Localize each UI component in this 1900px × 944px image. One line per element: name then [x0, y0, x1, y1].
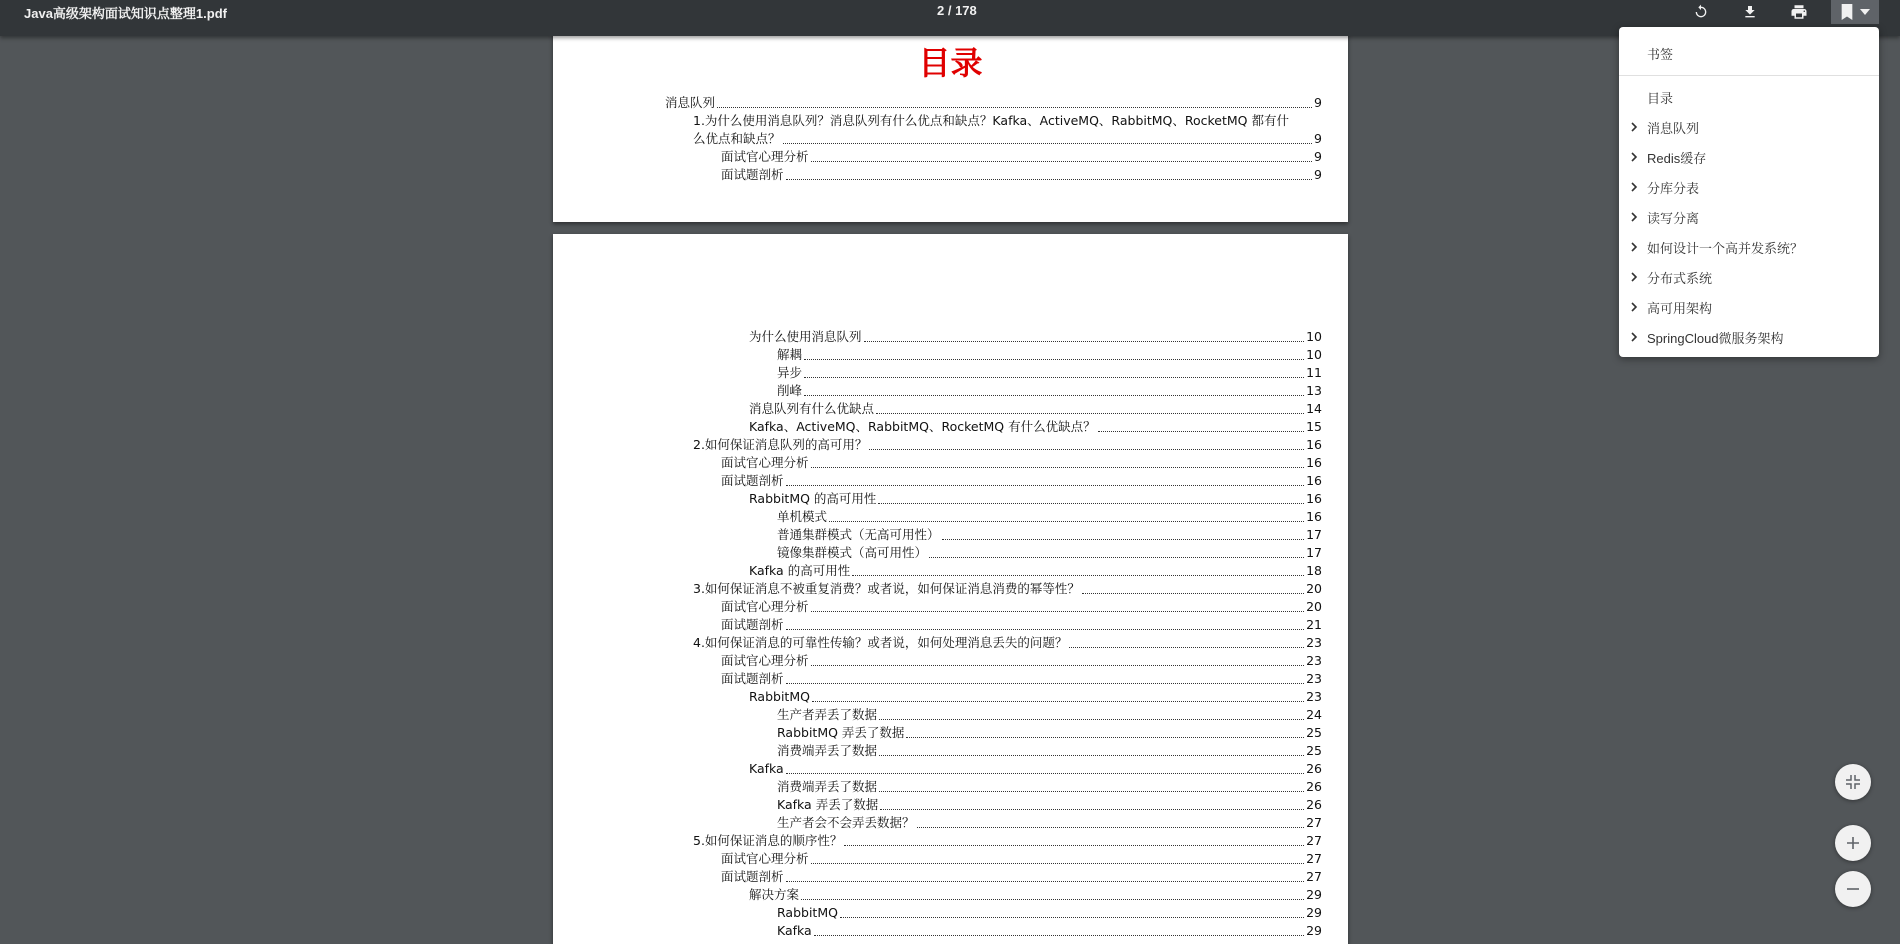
bookmark-label: 读写分离 [1647, 210, 1700, 226]
leader-dots [869, 449, 1304, 450]
leader-dots [811, 665, 1305, 666]
leader-dots [876, 413, 1304, 414]
bookmark-item[interactable] [1619, 322, 1879, 352]
chevron-right-icon[interactable] [1629, 301, 1639, 313]
leader-dots [786, 773, 1304, 774]
toc-entry[interactable]: RabbitMQ 弄丢了数据 25 [777, 725, 1322, 740]
toc-entry[interactable]: 镜像集群模式（高可用性） 17 [777, 545, 1322, 560]
leader-dots [811, 161, 1313, 162]
toc-entry[interactable]: 面试题剖析 16 [721, 473, 1322, 488]
chevron-right-icon[interactable] [1629, 181, 1639, 193]
toc-entry[interactable]: 消费端弄丢了数据 25 [777, 743, 1322, 758]
chevron-right-icon[interactable] [1629, 121, 1639, 133]
bookmark-button[interactable] [1831, 0, 1879, 24]
leader-dots [878, 503, 1304, 504]
print-icon [1790, 3, 1808, 21]
toc-entry[interactable]: Kafka、ActiveMQ、RabbitMQ、RocketMQ 有什么优缺点？ 15 [749, 419, 1322, 434]
chevron-right-icon[interactable] [1629, 241, 1639, 253]
bookmark-label: 分布式系统 [1647, 270, 1713, 286]
leader-dots [786, 629, 1305, 630]
leader-dots [804, 359, 1304, 360]
leader-dots [840, 917, 1304, 918]
toc-entry[interactable]: 么优点和缺点？ 9 [693, 131, 1322, 146]
leader-dots [811, 467, 1305, 468]
caret-down-icon [1860, 9, 1870, 15]
leader-dots [804, 395, 1304, 396]
bookmark-label: 分库分表 [1647, 180, 1700, 196]
leader-dots [942, 539, 1305, 540]
chevron-right-icon[interactable] [1629, 211, 1639, 223]
toc-entry[interactable]: 面试题剖析 9 [721, 167, 1322, 182]
bookmark-item[interactable] [1619, 142, 1879, 172]
toc-entry[interactable]: 削峰 13 [777, 383, 1322, 398]
toc-entry[interactable]: 解耦 10 [777, 347, 1322, 362]
print-button[interactable] [1779, 0, 1819, 24]
leader-dots [1082, 593, 1304, 594]
bookmark-label: 消息队列 [1647, 120, 1700, 136]
bookmark-item[interactable] [1619, 232, 1879, 262]
toc-entry[interactable]: 生产者会不会弄丢数据？ 27 [777, 815, 1322, 830]
bookmark-item[interactable] [1619, 202, 1879, 232]
bookmark-label: SpringCloud微服务架构 [1647, 330, 1784, 346]
leader-dots [811, 863, 1305, 864]
bookmark-item[interactable] [1619, 82, 1879, 112]
leader-dots [879, 791, 1304, 792]
leader-dots [906, 737, 1304, 738]
toc-entry[interactable]: RabbitMQ 29 [777, 905, 1322, 920]
toc-entry[interactable]: 面试题剖析 23 [721, 671, 1322, 686]
pdf-page-1 [553, 36, 1348, 222]
rotate-icon [1693, 4, 1709, 20]
leader-dots [801, 899, 1304, 900]
leader-dots [917, 827, 1305, 828]
bookmark-item[interactable] [1619, 262, 1879, 292]
toc-entry[interactable]: 2.如何保证消息队列的高可用？ 16 [693, 437, 1322, 452]
download-button[interactable] [1730, 0, 1770, 24]
toc-entry[interactable]: Kafka 的高可用性 18 [749, 563, 1322, 578]
bookmarks-list [1619, 76, 1879, 352]
leader-dots [783, 143, 1313, 144]
toc-entry[interactable]: 面试官心理分析 23 [721, 653, 1322, 668]
toc-entry[interactable]: 面试官心理分析 20 [721, 599, 1322, 614]
toc-entry[interactable]: 单机模式 16 [777, 509, 1322, 524]
toc-entry[interactable]: 消息队列有什么优缺点 14 [749, 401, 1322, 416]
bookmarks-panel [1619, 27, 1879, 357]
fit-page-icon [1845, 774, 1861, 790]
bookmark-item[interactable] [1619, 292, 1879, 322]
bookmark-label: 目录 [1647, 90, 1674, 106]
document-viewer[interactable] [0, 36, 1900, 944]
toc-entry[interactable]: 3.如何保证消息不被重复消费？或者说，如何保证消息消费的幂等性？ 20 [693, 581, 1322, 596]
bookmarks-header: 书签 [1619, 27, 1879, 76]
toc-entry[interactable]: 5.如何保证消息的顺序性？ 27 [693, 833, 1322, 848]
minus-icon [1846, 882, 1860, 896]
fit-page-button[interactable] [1835, 764, 1871, 800]
toc-heading: 目录 [918, 44, 983, 82]
leader-dots [786, 179, 1313, 180]
bookmark-label: 如何设计一个高并发系统？ [1647, 240, 1804, 256]
leader-dots [786, 485, 1305, 486]
leader-dots [804, 377, 1304, 378]
toc-entry[interactable]: 面试题剖析 27 [721, 869, 1322, 884]
toc-entry[interactable]: 面试官心理分析 16 [721, 455, 1322, 470]
toc-entry[interactable]: 生产者弄丢了数据 24 [777, 707, 1322, 722]
leader-dots [811, 611, 1305, 612]
leader-dots [880, 809, 1304, 810]
toc-entry[interactable]: Kafka 弄丢了数据 26 [777, 797, 1322, 812]
bookmark-label: 高可用架构 [1647, 300, 1713, 316]
toc-entry[interactable]: 普通集群模式（无高可用性） 17 [777, 527, 1322, 542]
leader-dots [844, 845, 1304, 846]
leader-dots [812, 701, 1304, 702]
toc-entry[interactable]: 异步 11 [777, 365, 1322, 380]
pdf-page-2 [553, 234, 1348, 944]
toc-entry[interactable]: 面试官心理分析 9 [721, 149, 1322, 164]
rotate-button[interactable] [1681, 0, 1721, 24]
bookmark-item[interactable] [1619, 172, 1879, 202]
toc-entry[interactable]: 4.如何保证消息的可靠性传输？或者说，如何处理消息丢失的问题？ 23 [693, 635, 1322, 650]
zoom-out-button[interactable] [1835, 871, 1871, 907]
toc-entry[interactable]: 消费端弄丢了数据 26 [777, 779, 1322, 794]
toc-entry[interactable]: 解决方案 29 [749, 887, 1322, 902]
chevron-right-icon[interactable] [1629, 331, 1639, 343]
leader-dots [786, 683, 1305, 684]
leader-dots [879, 719, 1304, 720]
page-indicator[interactable]: 2 / 178 [937, 3, 977, 18]
document-title: Java高级架构面试知识点整理1.pdf [24, 6, 227, 21]
chevron-right-icon[interactable] [1629, 151, 1639, 163]
toc-entry[interactable]: Kafka 29 [777, 923, 1322, 938]
pdf-toolbar [0, 0, 1900, 36]
leader-dots [852, 575, 1304, 576]
toc-entry[interactable]: 面试官心理分析 27 [721, 851, 1322, 866]
leader-dots [1098, 431, 1305, 432]
leader-dots [1069, 647, 1304, 648]
leader-dots [786, 881, 1305, 882]
bookmark-item[interactable] [1619, 112, 1879, 142]
bookmark-label: Redis缓存 [1647, 150, 1707, 166]
leader-dots [829, 521, 1304, 522]
toc-entry-line1[interactable]: 1.为什么使用消息队列？消息队列有什么优点和缺点？Kafka、ActiveMQ、RabbitMQ、RocketMQ 都有什 [693, 113, 1289, 128]
leader-dots [929, 557, 1304, 558]
zoom-in-button[interactable] [1835, 825, 1871, 861]
toc-entry[interactable]: 面试题剖析 21 [721, 617, 1322, 632]
toc-entry[interactable]: Kafka 26 [749, 761, 1322, 776]
toc-entry[interactable]: RabbitMQ 的高可用性 16 [749, 491, 1322, 506]
plus-icon [1846, 836, 1860, 850]
leader-dots [864, 341, 1305, 342]
leader-dots [717, 107, 1312, 108]
bookmark-icon [1840, 4, 1854, 20]
toc-entry[interactable]: 为什么使用消息队列 10 [749, 329, 1322, 344]
toc-entry[interactable]: 消息队列 9 [665, 95, 1322, 110]
toc-entry[interactable]: RabbitMQ 23 [749, 689, 1322, 704]
leader-dots [814, 935, 1304, 936]
download-icon [1742, 4, 1758, 20]
chevron-right-icon[interactable] [1629, 271, 1639, 283]
leader-dots [879, 755, 1304, 756]
